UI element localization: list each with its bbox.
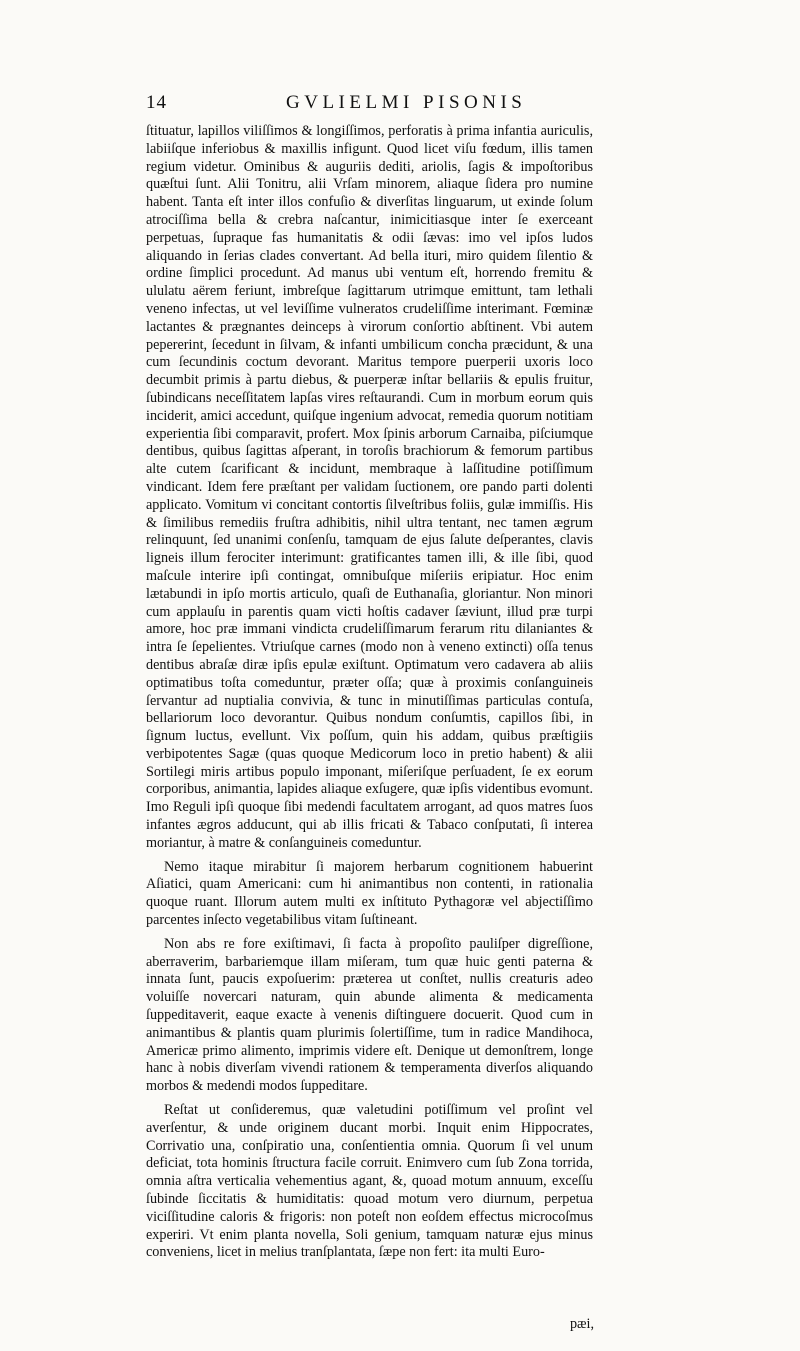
paragraph-4: Reſtat ut conſideremus, quæ valetudini potiſſimum vel proſint vel averſentur, & unde originem ducant morbi. Inquit enim Hippocrates, Corrivatio una, conſpiratio una, conſentientia omnia. Quorum ſi vel unum deficiat, tota hominis ſtructura facile corruit. Enimvero cum ſub Zona torrida, omnia aſtra verticalia vehementius agant, &, quoad motum annuum, exceſſu ſubinde ſiccitatis & humiditatis: quoad motum vero diurnum, perpetua viciſſitudine caloris & frigoris: non poteſt non eoſdem effectus microcoſmus experiri. Vt enim planta novella, Soli genium, tamquam naturæ ejus minus conveniens, licet in melius tranſplantata, ſæpe non fert: ita multi Euro-: [146, 1102, 593, 1261]
body-text: [146, 123, 593, 1262]
running-head: GVLIELMI PISONIS: [286, 92, 527, 113]
page-number: 14: [146, 92, 167, 113]
paragraph-1: ſtituatur, lapillos viliſſimos & longiſſimos, perforatis à prima infantia auriculis, labiiſque inferiobus & maxillis infigunt. Quod licet viſu fœdum, illis tamen regium videtur. Ominibus & auguriis dediti, ariolis, ſagis & impoſtoribus quæſtui ſunt. Alii Tonitru, alii Vrſam minorem, aliaque ſidera pro numine habent. Tanta eſt inter illos confuſio & diverſitas linguarum, ut exinde ſolum atrociſſima bella & crebra naſcantur, inimicitiasque inter ſe exerceant perpetuas, ſupraque fas humanitatis & odii ſævas: imo vel ipſos ludos aliquando in ſerias clades convertant. Ad bella ituri, miro quidem ſilentio & ordine ſimplici procedunt. Ad manus ubi ventum eſt, horrendo fremitu & ululatu aërem feriunt, imbreſque ſagittarum utrimque emittunt, tam lethali veneno infectas, ut vel leviſſime vulneratos crudeliſſime interimant. Fœminæ lactantes & prægnantes deinceps à virorum conſortio abſtinent. Vbi autem pepererint, ſecedunt in ſilvam, & infanti umbilicum concha præcidunt, & una cum ſecundinis coctum devorant. Maritus tempore puerperii uxoris loco decumbit primis à partu diebus, & puerperæ inſtar bellariis & epulis fruitur, ſubindicans neceſſitatem lapſas vires reſtaurandi. Cum in morbum eorum quis inciderit, amici accedunt, quiſque ingenium advocat, remedia quorum notitiam experientia ſibi comparavit, profert. Mox ſpinis arborum Carnaiba, piſciumque dentibus, quibus ſagittas aſperant, in toroſis brachiorum & femorum partibus alte cutem ſcarificant & incidunt, membraque à laſſitudine potiſſimum vindicant. Idem fere præſtant per validam ſuctionem, ore pando parti dolenti applicato. Vomitum vi concitant contortis ſilveſtribus foliis, gulæ immiſſis. His & ſimilibus remediis fruſtra adhibitis, nihil ultra tentant, nec tamen ægrum relinquunt, ſed unanimi conſenſu, tamquam de ejus ſalute deſperantes, clavis ligneis illum ferociter interimunt: gratificantes tamen illi, & ille ſibi, quod maſcule interire ipſi contingat, omnibuſque miſeriis eripiatur. Hoc enim lætabundi in ipſo mortis articulo, quaſi de Euthanaſia, gloriantur. Non minori cum applauſu in parentis quam victi hoſtis cadaver ſæviunt, illud præ turpi amore, hoc præ immani vindicta crudeliſſimarum ferarum ritu dilaniantes & intra ſe ſepelientes. Vtriuſque carnes (modo non à veneno extincti) oſſa tenus dentibus abraſæ diræ ipſis epulæ exiſtunt. Optimatum vero cadavera ab aliis optimatibus toſta comeduntur, præter oſſa; quæ à proximis conſanguineis ſervantur ad nuptialia convivia, & tunc in minutiſſimas particulas contuſa, bellariorum loco devorantur. Quibus nondum conſumtis, capillos ſibi, in ſignum luctus, evellunt. Vix poſſum, quin his addam, quibus præſtigiis verbipotentes Sagæ (quas quoque Medicorum loco in pretio habent) & alii Sortilegi miris artibus populo imponant, miſeriſque perſuadent, ſe ex eorum corporibus, animantia, lapides aliaque exſugere, quæ ipſis videntibus evomunt. Imo Reguli ipſi quoque ſibi medendi facultatem arrogant, ad quos matres ſuos infantes ægros adducunt, qui ab illis fricati & Tabaco conſputati, ſi interea moriantur, à matre & conſanguineis comeduntur.: [146, 123, 593, 851]
catchword: pæi,: [569, 1316, 594, 1332]
paragraph-3: Non abs re fore exiſtimavi, ſi facta à propoſito pauliſper digreſſione, aberraverim, barbariemque illam miſeram, tum quæ huic genti paterna & innata ſunt, paucis expoſuerim: præterea ut conſtet, nullis creaturis adeo voluiſſe novercari naturam, quin abunde alimenta & medicamenta ſuppeditaverit, eaque exacte à venenis diſtinguere docuerit. Quod cum in animantibus & plantis quam plurimis ſolertiſſime, tum in radice Mandihoca, Americæ primo alimento, imprimis videre eſt. Denique ut demonſtrem, longe hanc à nobis diverſam vivendi rationem & temperamenta diverſos aliquando morbos & medendi modos ſuppeditare.: [146, 935, 593, 1095]
page-header: [146, 92, 590, 118]
paragraph-2: Nemo itaque mirabitur ſi majorem herbarum cognitionem habuerint Aſiatici, quam Americani: cum hi animantibus non contenti, in rationalia quoque ruant. Illorum autem multi ex inſtituto Pythagoræ vel abjectiſſimo parcentes inſecto vegetabilibus vitam ſuſtineant.: [146, 858, 593, 929]
